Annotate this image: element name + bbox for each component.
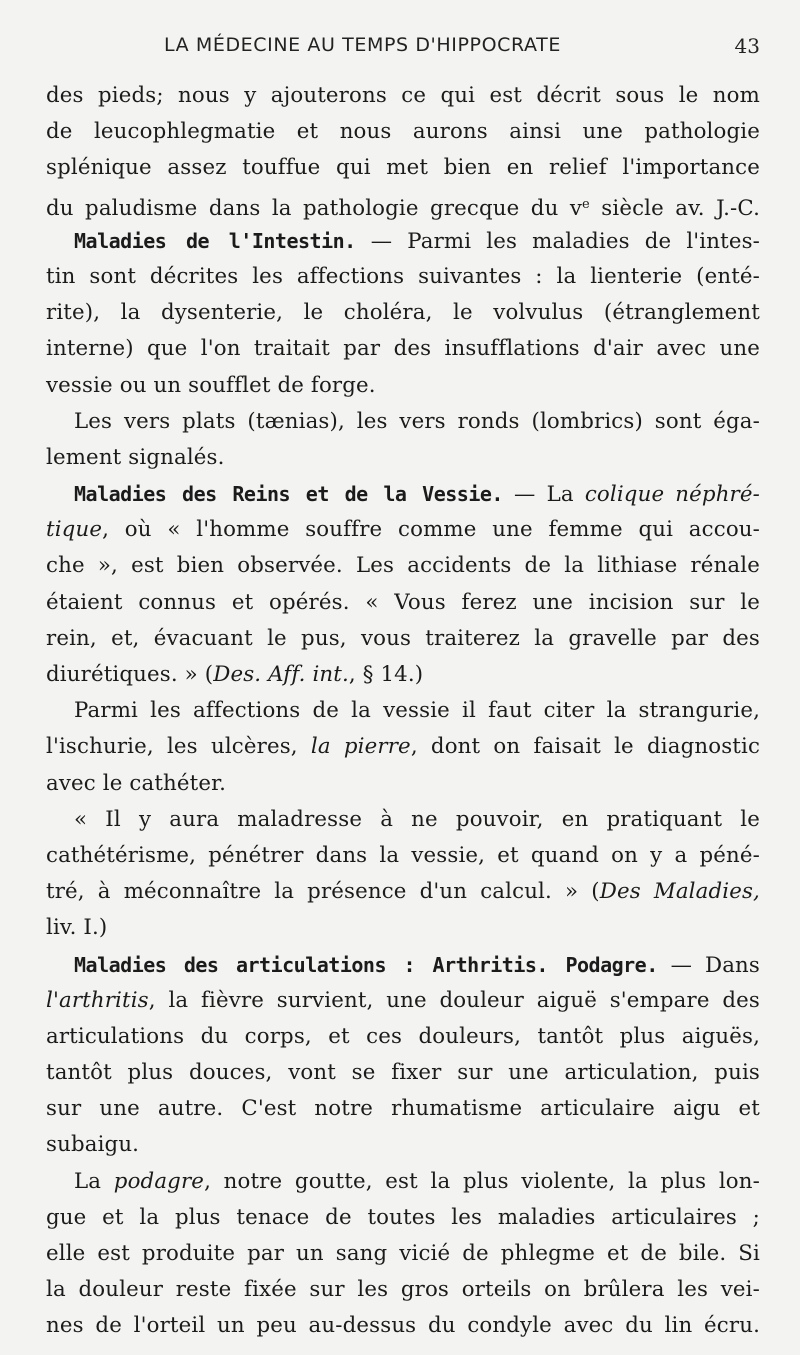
text-line: lement signalés.	[46, 444, 225, 470]
text-line: tré, à méconnaître la présence d'un calcul. » (Des Maladies,	[46, 879, 760, 905]
text-line: cathétérisme, pénétrer dans la vessie, et quand on y a péné-	[46, 842, 760, 868]
running-title: LA MÉDECINE AU TEMPS D'HIPPOCRATE	[164, 34, 561, 56]
section-heading-articulations: Maladies des articulations : Arthritis. Podagre. — Dans	[74, 952, 761, 978]
text-line: des pieds; nous y ajouterons ce qui est décrit sous le nom	[46, 83, 760, 108]
text-line: du paludisme dans la pathologie grecque du $v^e$ siècle av. J.-C.	[46, 195, 760, 221]
text-line: che », est bien observée. Les accidents de la lithiase rénale	[46, 553, 760, 579]
text-line: tin sont décrites les affections suivantes : la lienterie (enté-	[46, 263, 760, 289]
text-line: tantôt plus douces, vont se fixer sur une articulation, puis	[46, 1060, 760, 1086]
text-line: nes de l'orteil un peu au-dessus du condyle avec du lin écru.	[46, 1313, 760, 1339]
text-line: elle est produite par un sang vicié de phlegme et de bile. Si	[46, 1241, 760, 1266]
text-line: articulations du corps, et ces douleurs, tantôt plus aiguës,	[46, 1023, 760, 1049]
text-line: diurétiques. » (Des. Aff. int., § 14.)	[46, 662, 424, 687]
text-line: tique, où « l'homme souffre comme une femme qui accou-	[46, 517, 760, 543]
superscript: e	[582, 196, 590, 212]
text-line: de leucophlegmatie et nous aurons ainsi une pathologie	[46, 119, 760, 145]
section-title: Maladies des articulations : Arthritis. Podagre.	[74, 952, 658, 977]
text-line: Les vers plats (tænias), les vers ronds (lombrics) sont éga-	[74, 408, 760, 434]
text-line: gue et la plus tenace de toutes les maladies articulaires ;	[46, 1204, 760, 1230]
section-title: Maladies de l'Intestin.	[74, 228, 356, 253]
text-line: l'ischurie, les ulcères, la pierre, dont on faisait le diagnostic	[46, 734, 761, 760]
body-text	[46, 78, 760, 1345]
text-line: La podagre, notre goutte, est la plus violente, la plus lon-	[74, 1168, 760, 1194]
text-line: liv. I.)	[46, 915, 108, 941]
text-line: sur une autre. C'est notre rhumatisme articulaire aigu et	[46, 1096, 760, 1122]
section-heading-intestin: Maladies de l'Intestin. — Parmi les maladies de l'intes-	[74, 228, 760, 254]
text-line: Parmi les affections de la vessie il faut citer la strangurie,	[74, 698, 760, 724]
text-line: rite), la dysenterie, le choléra, le volvulus (étranglement	[46, 300, 760, 326]
section-title: Maladies des Reins et de la Vessie.	[74, 482, 503, 507]
text-line: subaigu.	[46, 1132, 140, 1158]
text-line: splénique assez touffue qui met bien en relief l'importance	[46, 155, 760, 181]
text-line: « Il y aura maladresse à ne pouvoir, en pratiquant le	[74, 806, 760, 832]
section-heading-reins: Maladies des Reins et de la Vessie. — La colique néphré-	[74, 482, 760, 508]
text-line: vessie ou un soufflet de forge.	[46, 372, 376, 398]
text-line: la douleur reste fixée sur les gros orteils on brûlera les vei-	[46, 1277, 760, 1303]
text-line: avec le cathéter.	[46, 770, 227, 796]
text-line: l'arthritis, la fièvre survient, une douleur aiguë s'empare des	[46, 987, 760, 1013]
running-header	[46, 30, 760, 70]
text-line: interne) que l'on traitait par des insufflations d'air avec une	[46, 336, 760, 362]
text-line: rein, et, évacuant le pus, vous traiterez la gravelle par des	[46, 625, 760, 651]
page-number: 43	[734, 34, 760, 58]
text-line: étaient connus et opérés. « Vous ferez une incision sur le	[46, 589, 760, 615]
